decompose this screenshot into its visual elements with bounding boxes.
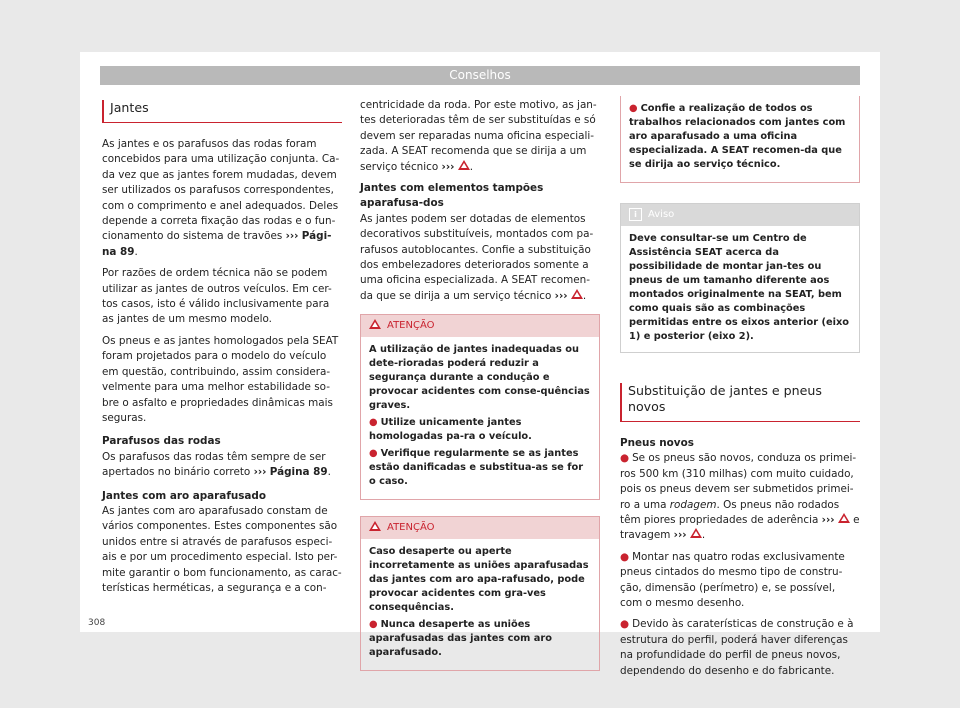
- section-title-substituicao: Substituição de jantes e pneus novos: [620, 383, 860, 422]
- text: As jantes podem ser dotadas de elementos decorativos substituíveis, montados com pa-rafusos autoblocantes. Confie a substituição dos embelezadores deteriorados somente a uma oficina especializada. A SEAT recomen-da que se dirija a um serviço técnico: [360, 212, 594, 302]
- ref-arrow: ›››: [554, 289, 568, 302]
- page-number: 308: [88, 618, 106, 628]
- bullet-icon: ●: [620, 550, 630, 563]
- paragraph: Os parafusos das rodas têm sempre de ser apertados no binário correto ››› Página 89.: [102, 450, 331, 479]
- notice-label: Aviso: [648, 209, 675, 220]
- warning-triangle-icon[interactable]: [458, 160, 470, 170]
- text: Utilize unicamente jantes homologadas pa-ra o veículo.: [369, 417, 532, 443]
- text: Os parafusos das rodas têm sempre de ser apertados no binário correto: [102, 450, 326, 479]
- warning-header: [361, 517, 599, 539]
- notice-header: [621, 204, 859, 226]
- warning-label: ATENÇÃO: [387, 320, 435, 332]
- warning-body: [361, 539, 599, 670]
- ref-arrow: ›››: [821, 514, 835, 527]
- column-2: [360, 98, 600, 671]
- warning-box: [360, 314, 600, 500]
- warning-triangle-icon: [369, 319, 381, 329]
- text: Se os pneus são novos, conduza os primei-ros 500 km (310 milhas) com muito cuidado, pois os pneus devem ser submetidos primei-ro a uma: [620, 452, 857, 511]
- warning-bullet: [629, 102, 851, 172]
- page-ref-link[interactable]: Pági-na 89: [102, 230, 332, 258]
- warning-text: Caso desaperte ou aperte incorretamente as uniões aparafusadas das jantes com aro apa-rafusado, pode provocar acidentes com gra-ves consequências.: [369, 546, 589, 614]
- ref-arrow: ›››: [253, 466, 267, 479]
- warning-header: [361, 315, 599, 337]
- paragraph: Os pneus e as jantes homologados pela SEAT foram projetados para o modelo do veículo em questão, contribuindo, assim considera-velmente para uma melhor estabilidade so-bre o asfalto e propriedades dinâmicas mais seguras.: [102, 334, 339, 424]
- text: As jantes e os parafusos das rodas foram concebidos para uma utilização conjunta. Ca-da vez que as jantes forem mudadas, devem ser utilizados os parafusos correspondentes, com o comprimento e anel adequados. Deles depende a correta fixação das rodas e o fun-cionamento do sistema de travões: [102, 138, 340, 243]
- subheading: Jantes com elementos tampões aparafusa-dos: [360, 182, 544, 210]
- warning-triangle-icon: [369, 521, 381, 531]
- notice-body: Deve consultar-se um Centro de Assistência SEAT acerca da possibilidade de montar jan-tes ou pneus de um tamanho diferente aos montados originalmente na SEAT, bem como quais são as combinações permitidas entre os eixos anterior (eixo 1) e posterior (eixo 2).: [629, 233, 850, 342]
- bullet-icon: ●: [629, 103, 638, 114]
- subheading: Pneus novos: [620, 437, 694, 449]
- section-title-jantes: Jantes: [102, 100, 342, 123]
- bullet-paragraph: [620, 550, 860, 612]
- subheading: Jantes com aro aparafusado: [102, 489, 267, 502]
- text: centricidade da roda. Por este motivo, as jan-tes deterioradas têm de ser substituídas e só devem ser reparadas numa oficina especiali-zada. A SEAT recomenda que se dirija a um serviço técnico: [360, 99, 597, 173]
- bullet-paragraph: [620, 617, 860, 679]
- bullet-icon: ●: [369, 417, 378, 429]
- bullet-icon: ●: [620, 618, 630, 631]
- warning-label: ATENÇÃO: [387, 522, 435, 534]
- ref-arrow: ›››: [285, 230, 299, 243]
- column-3: [620, 96, 860, 685]
- bullet-icon: ●: [369, 448, 378, 460]
- warning-box-continued: [620, 96, 860, 183]
- notice-box: [620, 203, 860, 353]
- paragraph: As jantes podem ser dotadas de elementos decorativos substituíveis, montados com pa-rafusos autoblocantes. Confie a substituição dos embelezadores deteriorados somente a uma oficina especializada. A SEAT recomen-da que se dirija a um serviço técnico ››› .: [360, 212, 594, 302]
- warning-box: [360, 516, 600, 671]
- warning-triangle-icon[interactable]: [838, 513, 850, 523]
- paragraph: centricidade da roda. Por este motivo, as jan-tes deterioradas têm de ser substituídas e só devem ser reparadas numa oficina especiali-zada. A SEAT recomenda que se dirija a um serviço técnico ››› .: [360, 99, 597, 173]
- text: e travagem: [620, 514, 860, 542]
- warning-body: [621, 96, 859, 182]
- page-ref-link[interactable]: Página 89: [269, 466, 328, 479]
- text: Confie a realização de todos os trabalhos relacionados com jantes com aro aparafusado a uma oficina especializada. A SEAT recomen-da que se dirija ao serviço técnico.: [629, 103, 846, 170]
- paragraph: Por razões de ordem técnica não se podem utilizar as jantes de outros veículos. Em cer-tos casos, isto é válido inclusivamente para as jantes de um mesmo modelo.: [102, 267, 332, 326]
- warning-bullet: [369, 618, 591, 660]
- warning-text: A utilização de jantes inadequadas ou dete-rioradas poderá reduzir a segurança durante a condução e provocar acidentes com conse-quências graves.: [369, 344, 590, 412]
- warning-bullet: [369, 447, 591, 489]
- paragraph: As jantes com aro aparafusado constam de vários componentes. Estes componentes são unidos entre si através de parafusos especi-ais e por um procedimento especial. Isto per-mite garantir o bom funcionamento, as carac-terísticas herméticas, a segurança e a con-: [102, 504, 342, 594]
- text: Devido às caraterísticas de construção e à estrutura do perfil, poderá haver diferenças na profundidade do perfil de pneus novos, dependendo do desenho e do fabricante.: [620, 618, 854, 677]
- text: Nunca desaperte as uniões aparafusadas das jantes com aro aparafusado.: [369, 619, 552, 659]
- warning-body: [361, 337, 599, 499]
- bullet-paragraph: ● Se os pneus são novos, conduza os primei-ros 500 km (310 milhas) com muito cuidado, pois os pneus devem ser submetidos primei-ro a uma rodagem. Os pneus não rodados têm piores propriedades de aderência ››› e travagem ››› .: [620, 452, 860, 542]
- text: Verifique regularmente se as jantes estão danificadas e substitua-as se for o caso.: [369, 448, 584, 488]
- info-icon: i: [629, 208, 642, 221]
- chapter-header: Conselhos: [100, 66, 860, 85]
- text: . Os pneus não rodados têm piores propriedades de aderência: [620, 498, 840, 527]
- warning-triangle-icon[interactable]: [571, 289, 583, 299]
- warning-triangle-icon[interactable]: [690, 528, 702, 538]
- ref-arrow: ›››: [673, 529, 687, 542]
- warning-bullet: [369, 416, 591, 444]
- text: rodagem: [669, 498, 717, 511]
- bullet-icon: ●: [369, 619, 378, 631]
- bullet-icon: ●: [620, 452, 630, 465]
- subheading: Parafusos das rodas: [102, 435, 221, 448]
- column-1: [102, 96, 342, 602]
- text: Montar nas quatro rodas exclusivamente pneus cintados do mesmo tipo de constru-ção, dimensão (perímetro) e, se possível, com o mesmo desenho.: [620, 550, 845, 610]
- ref-arrow: ›››: [441, 160, 455, 173]
- paragraph: As jantes e os parafusos das rodas foram concebidos para uma utilização conjunta. Ca-da vez que as jantes forem mudadas, devem ser utilizados os parafusos correspondentes, com o comprimento e anel adequados. Deles depende a correta fixação das rodas e o fun-cionamento do sistema de travões ››› Pági-na 89.: [102, 138, 340, 258]
